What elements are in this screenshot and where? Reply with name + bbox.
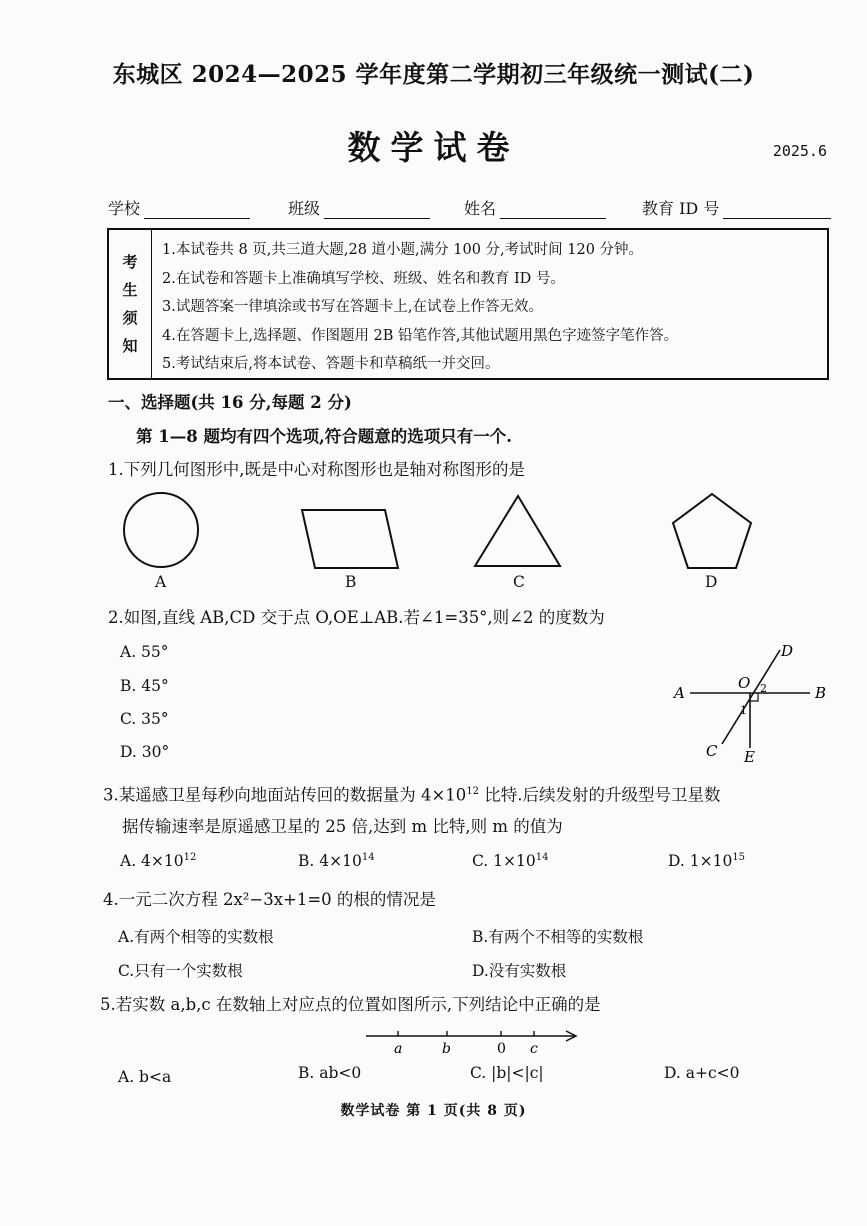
q5-option-c: C. |b|<|c| <box>470 1064 544 1082</box>
q2-option-b: B. 45° <box>120 677 169 695</box>
school-label: 学校 <box>108 199 141 218</box>
q3-option-d: D. $1\times 10^{15}$ <box>668 852 746 871</box>
class-blank <box>324 200 430 219</box>
q4-option-c: C.只有一个实数根 <box>118 962 243 980</box>
axis-label-zero: 0 <box>497 1041 506 1056</box>
q2-option-c: C. 35° <box>120 710 169 728</box>
name-field <box>464 196 606 219</box>
q2-option-d: D. 30° <box>120 743 170 761</box>
line-cd <box>722 650 780 744</box>
q1-figures <box>110 490 770 594</box>
q5-option-b: B. ab<0 <box>298 1064 362 1082</box>
q1-label-a: A <box>155 573 167 591</box>
q4-option-a: A.有两个相等的实数根 <box>118 928 274 946</box>
q4-option-d: D.没有实数根 <box>472 962 567 980</box>
page-footer: 数学试卷 第 1 页(共 8 页) <box>340 1103 527 1119</box>
pentagon-shape <box>673 494 751 568</box>
q3-option-b: B. $4\times 10^{14}$ <box>298 852 375 871</box>
q3-stem-line1: 3.某遥感卫星每秒向地面站传回的数据量为 $4\times 10^{12}$ 比特.后续发射的升级型号卫星数 <box>103 785 721 805</box>
point-e-label: E <box>744 748 755 766</box>
edu-id-blank <box>723 200 831 219</box>
q4-stem: 4.一元二次方程 2x²−3x+1=0 的根的情况是 <box>103 890 436 909</box>
point-o-label: O <box>738 674 751 692</box>
name-blank <box>500 200 606 219</box>
q1-label-b: B <box>345 573 357 591</box>
q5-stem: 5.若实数 a,b,c 在数轴上对应点的位置如图所示,下列结论中正确的是 <box>100 995 601 1014</box>
point-d-label: D <box>781 642 794 660</box>
point-c-label: C <box>706 742 718 760</box>
exam-notice-box <box>107 228 829 380</box>
notice-heading: 考 生 须 知 <box>109 230 152 378</box>
axis-label-c: c <box>530 1041 538 1056</box>
q3-option-c: C. $1\times 10^{14}$ <box>472 852 549 871</box>
q2-stem: 2.如图,直线 AB,CD 交于点 O,OE⊥AB.若∠1=35°,则∠2 的度数为 <box>108 608 605 627</box>
notice-item: 5.考试结束后,将本试卷、答题卡和草稿纸一并交回。 <box>162 356 500 372</box>
notice-item: 3.试题答案一律填涂或书写在答题卡上,在试卷上作答无效。 <box>162 299 543 315</box>
point-a-label: A <box>674 684 685 702</box>
school-field <box>108 196 250 219</box>
name-label: 姓名 <box>464 199 497 218</box>
notice-item: 2.在试卷和答题卡上准确填写学校、班级、姓名和教育 ID 号。 <box>162 270 565 287</box>
axis-label-a: a <box>394 1041 403 1056</box>
q5-option-d: D. a+c<0 <box>664 1064 740 1082</box>
q5-number-line <box>360 1024 590 1056</box>
q5-option-a: A. b<a <box>118 1068 172 1086</box>
angle-2-label: 2 <box>760 682 767 695</box>
point-b-label: B <box>815 684 827 702</box>
class-label: 班级 <box>288 199 321 218</box>
axis-label-b: b <box>442 1041 451 1056</box>
notice-item: 4.在答题卡上,选择题、作图题用 2B 铅笔作答,其他试题用黑色字迹签字笔作答。 <box>162 327 679 344</box>
triangle-shape <box>475 496 560 566</box>
q1-stem: 1.下列几何图形中,既是中心对称图形也是轴对称图形的是 <box>108 460 525 479</box>
school-blank <box>144 200 250 219</box>
q4-option-b: B.有两个不相等的实数根 <box>472 928 644 946</box>
circle-shape <box>124 493 198 567</box>
notice-items <box>152 230 827 378</box>
edu-id-field <box>642 196 831 219</box>
section-intro: 第 1—8 题均有四个选项,符合题意的选项只有一个. <box>136 427 512 446</box>
q2-option-a: A. 55° <box>120 643 169 661</box>
parallelogram-shape <box>302 510 398 568</box>
class-field <box>288 196 430 219</box>
q1-label-c: C <box>513 573 525 591</box>
q2-figure <box>668 640 838 770</box>
exam-date: 2025.6 <box>772 142 827 160</box>
exam-title: 东城区 2024—2025 学年度第二学期初三年级统一测试(二) <box>112 61 755 88</box>
notice-item: 1.本试卷共 8 页,共三道大题,28 道小题,满分 100 分,考试时间 120 分钟。 <box>162 242 644 258</box>
edu-id-label: 教育 ID 号 <box>642 199 720 218</box>
q3-stem-line2: 据传输速率是原遥感卫星的 25 倍,达到 m 比特,则 m 的值为 <box>122 817 563 836</box>
q1-label-d: D <box>705 573 718 591</box>
angle-1-label: 1 <box>740 704 747 717</box>
section-title: 一、选择题(共 16 分,每题 2 分) <box>108 393 352 412</box>
q3-option-a: A. $4\times 10^{12}$ <box>120 852 197 871</box>
paper-subtitle: 数学试卷 <box>347 128 520 167</box>
